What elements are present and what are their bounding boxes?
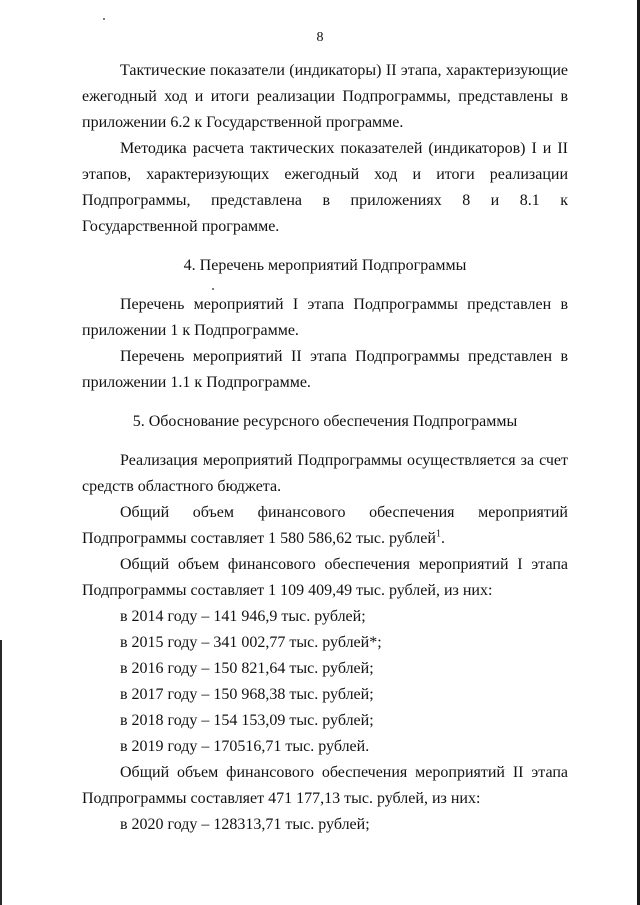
paragraph-tactical-indicators: Тактические показатели (индикаторы) II этапа, характеризующие ежегодный ход и итоги реализации Подпрограммы, представлены в приложении 6.2 к Государственной программе.	[82, 62, 568, 131]
funding-line-2017: в 2017 году – 150 968,38 тыс. рублей;	[120, 686, 374, 703]
funding-line-2019: в 2019 году – 170516,71 тыс. рублей.	[120, 738, 370, 755]
section-heading-5: 5. Обоснование ресурсного обеспечения Подпрограммы	[132, 413, 518, 430]
section-heading-4: 4. Перечень мероприятий Подпрограммы	[183, 257, 467, 274]
page-number: 8	[316, 30, 324, 45]
paragraph-total-funding	[82, 500, 568, 552]
document-body	[82, 58, 568, 838]
footnote-marker: 1	[435, 528, 441, 540]
funding-line-2018: в 2018 году – 154 153,09 тыс. рублей;	[120, 712, 374, 729]
total-funding-text: Общий объем финансового обеспечения мероприятий Подпрограммы составляет 1 580 586,62 тыс. рублей	[82, 504, 568, 547]
paragraph-stage1-list: Перечень мероприятий I этапа Подпрограммы представлен в приложении 1 к Подпрограмме.	[82, 296, 568, 339]
scan-edge-left	[0, 640, 2, 905]
paragraph-stage1-funding: Общий объем финансового обеспечения мероприятий I этапа Подпрограммы составляет 1 109 409,49 тыс. рублей, из них:	[82, 556, 568, 599]
scan-speck	[103, 18, 105, 20]
funding-line-2015: в 2015 году – 341 002,77 тыс. рублей*;	[120, 634, 382, 651]
funding-line-2016: в 2016 году – 150 821,64 тыс. рублей;	[120, 660, 374, 677]
paragraph-funding-source: Реализация мероприятий Подпрограммы осуществляется за счет средств областного бюджета.	[82, 452, 568, 495]
paragraph-stage2-funding: Общий объем финансового обеспечения мероприятий II этапа Подпрограммы составляет 471 177,13 тыс. рублей, из них:	[82, 764, 568, 807]
paragraph-stage2-list: Перечень мероприятий II этапа Подпрограммы представлен в приложении 1.1 к Подпрограмме.	[82, 348, 568, 391]
paragraph-methodology: Методика расчета тактических показателей (индикаторов) I и II этапов, характеризующих ежегодный ход и итоги реализации Подпрограммы, представлена в приложениях 8 и 8.1 к Государственной программе.	[82, 140, 568, 235]
funding-line-2014: в 2014 году – 141 946,9 тыс. рублей;	[120, 608, 366, 625]
funding-line-2020: в 2020 году – 128313,71 тыс. рублей;	[120, 816, 370, 833]
total-funding-tail: .	[440, 530, 445, 547]
